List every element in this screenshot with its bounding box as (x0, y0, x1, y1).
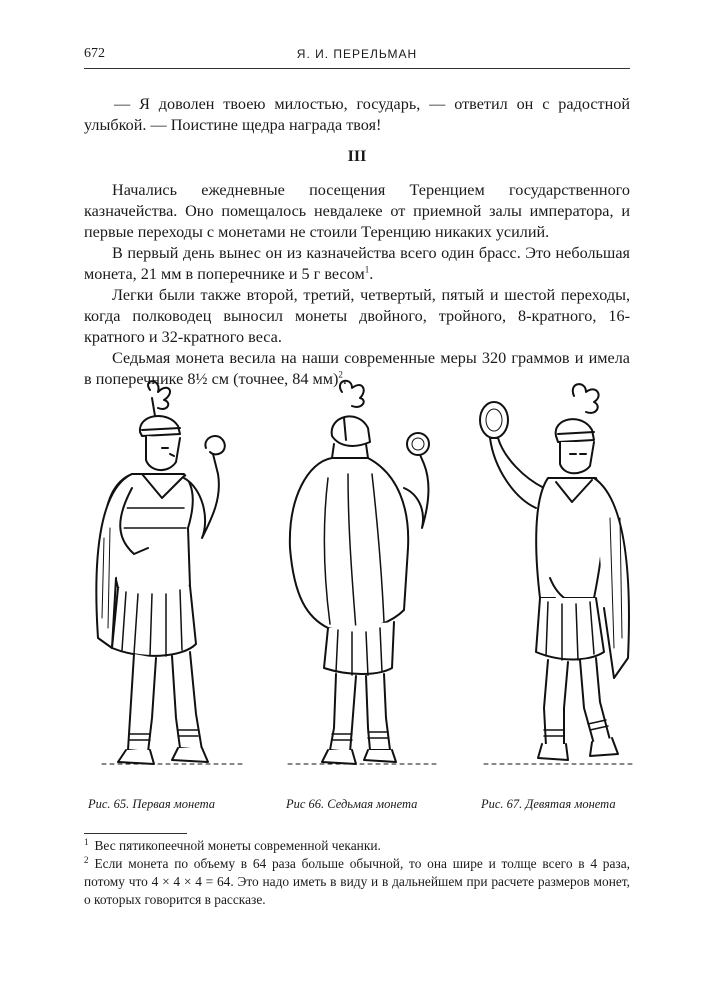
roman-soldier-raised-coin-illustration (464, 378, 644, 778)
footnotes (84, 837, 630, 909)
footnote: $^2$ Если монета по объему в 64 раза больше обычной, то она шире и толще всего в 4 раза, потому что 4 × 4 × 4 = 64. Это надо иметь в виду и в дальнейшем при расчете размеров монет, о которых говорится в рассказе. (84, 854, 630, 907)
paragraph: Начались ежедневные посещения Теренцием государственного казначейства. Оно помещалось невдалеке от приемной залы императора, и первые переходы с монетами не стоили Теренцию никаких усилий. (84, 181, 630, 241)
footnote-ref: 1 (364, 264, 370, 275)
roman-soldier-illustration (72, 378, 272, 778)
footnote-ref: 2 (338, 369, 343, 380)
paragraph-block-2 (84, 180, 630, 390)
figure-caption: Рис. 67. Девятая монета (481, 797, 616, 811)
paragraph: В первый день вынес он из казначейства всего один брасс. Это небольшая монета, 21 мм в поперечнике и 5 г весом$^1$. (84, 244, 630, 283)
section-number: III (347, 148, 367, 165)
footnote: $^1$ Вес пятикопеечной монеты современной чеканки. (84, 836, 381, 853)
footnote-divider (84, 833, 187, 834)
paragraph: Легки были также второй, третий, четвертый, пятый и шестой переходы, когда полководец выносил монеты двойного, тройного, 8-кратного, 16-кратного и 32-кратного веса. (84, 286, 630, 346)
paragraph: — Я доволен твоею милостью, государь, — ответил он с радостной улыбкой. — Поистине щедра награда твоя! (84, 95, 630, 134)
figure-caption: Рис 66. Седьмая монета (286, 797, 418, 811)
page-header (84, 46, 630, 69)
figure-65 (72, 378, 272, 778)
running-head: Я. И. ПЕРЕЛЬМАН (296, 47, 418, 61)
roman-soldier-back-illustration (268, 378, 458, 778)
figure-caption: Рис. 65. Первая монета (88, 797, 216, 811)
figure-66 (268, 378, 458, 778)
paragraph-block-1 (84, 94, 630, 136)
paragraph: Седьмая монета весила на наши современные меры 320 граммов и имела в поперечнике 8½ см (точнее, 84 мм)$^2$. (84, 349, 630, 388)
figure-67 (464, 378, 644, 778)
page-number: 672 (84, 46, 105, 61)
